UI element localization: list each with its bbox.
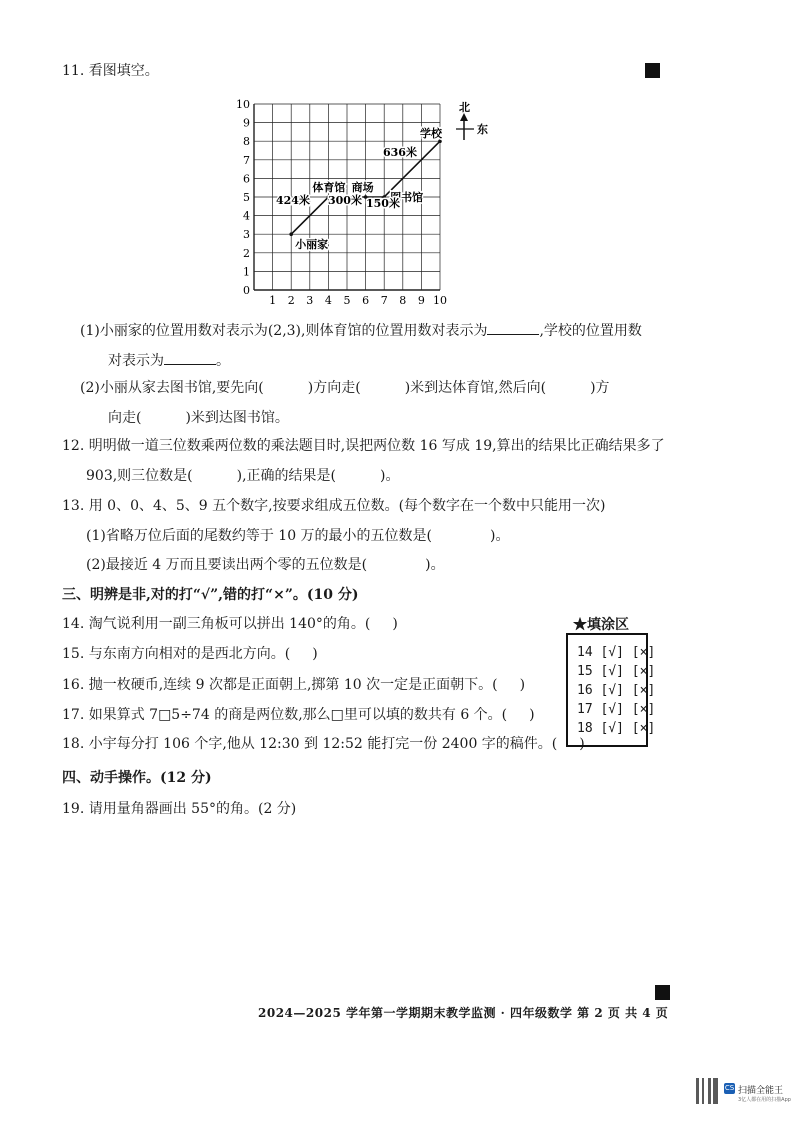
section-3-heading: 三、明辨是非,对的打“√”,错的打“×”。(10 分) [62, 587, 359, 603]
compass-icon [456, 101, 488, 140]
question-11-part2-line1: (2)小丽从家去图书馆,要先向( )方向走( )米到达体育馆,然后向( )方 [80, 380, 610, 396]
question-11-part2-line2: 向走( )米到达图书馆。 [108, 410, 289, 426]
x-tick-label: 1 [269, 294, 277, 307]
x-tick-label: 3 [306, 294, 314, 307]
question-11-part1-line2: 对表示为 。 [108, 350, 230, 370]
compass-north: 北 [459, 101, 470, 114]
y-tick-label: 5 [243, 191, 250, 204]
y-tick-label: 10 [236, 98, 250, 111]
judge-item-14: 14. 淘气说利用一副三角板可以拼出 140°的角。( ) [62, 616, 398, 632]
page-footer: 2024—2025 学年第一学期期末教学监测 · 四年级数学 第 2 页 共 4 页 [258, 1006, 669, 1020]
location-label: 图书馆 [390, 191, 424, 204]
fill-area-title: ★填涂区 [573, 617, 629, 633]
location-label: 商场 [351, 181, 374, 194]
qr-code-icon [696, 1078, 718, 1104]
distance-label-636: 636米 [383, 146, 417, 159]
x-tick-label: 8 [399, 294, 407, 307]
location-points [289, 126, 443, 251]
y-axis-ticks [236, 98, 250, 297]
question-19: 19. 请用量角器画出 55°的角。(2 分) [62, 801, 297, 817]
location-label: 小丽家 [295, 238, 329, 252]
question-13-part1: (1)省略万位后面的尾数约等于 10 万的最小的五位数是( )。 [86, 528, 510, 544]
answer-blank-gym[interactable] [487, 320, 539, 335]
compass-east: 东 [477, 123, 488, 136]
fill-area-row-14[interactable]: 14 [√] [×] [577, 645, 656, 660]
distance-label-300: 300米 [328, 194, 362, 207]
location-dot [289, 232, 293, 236]
section-4-heading: 四、动手操作。(12 分) [62, 770, 212, 786]
fill-area-row-18[interactable]: 18 [√] [×] [577, 721, 656, 736]
judge-item-18: 18. 小宇每分打 106 个字,他从 12:30 到 12:52 能打完一份 2400 字的稿件。( ) [62, 736, 585, 752]
question-13-part2: (2)最接近 4 万而且要读出两个零的五位数是( )。 [86, 557, 445, 573]
y-tick-label: 3 [243, 228, 250, 242]
corner-marker-bottom [655, 985, 670, 1000]
question-11-part1-line1: (1)小丽家的位置用数对表示为(2,3),则体育馆的位置用数对表示为 ,学校的位置用数 [80, 320, 642, 340]
fill-area-row-17[interactable]: 17 [√] [×] [577, 702, 656, 717]
y-tick-label: 8 [243, 135, 250, 149]
scanner-name: 扫描全能王 [738, 1086, 784, 1096]
y-tick-label: 4 [243, 209, 250, 223]
distance-label-424: 424米 [276, 194, 310, 207]
judge-item-17: 17. 如果算式 7□5÷74 的商是两位数,那么□里可以填的数共有 6 个。( ) [62, 707, 535, 723]
y-tick-label: 1 [243, 265, 250, 279]
scanner-logo-icon: CS [724, 1084, 735, 1092]
x-tick-label: 5 [343, 294, 351, 307]
question-12-line1: 12. 明明做一道三位数乘两位数的乘法题目时,误把两位数 16 写成 19,算出的结果比正确结果多了 [62, 438, 665, 454]
x-tick-label: 10 [433, 294, 447, 307]
location-label: 体育馆 [312, 181, 346, 194]
fill-area-row-15[interactable]: 15 [√] [×] [577, 664, 656, 679]
y-tick-label: 6 [243, 172, 250, 186]
x-tick-label: 9 [417, 294, 425, 307]
distance-label-150: 150米 [366, 197, 400, 210]
y-tick-label: 9 [243, 116, 250, 130]
scanner-slogan: 3亿人都在用的扫描App [738, 1097, 791, 1103]
question-12-line2: 903,则三位数是( ),正确的结果是( )。 [86, 468, 400, 484]
judge-item-16: 16. 抛一枚硬币,连续 9 次都是正面朝上,掷第 10 次一定是正面朝下。( ) [62, 677, 526, 693]
y-tick-label: 0 [243, 284, 250, 297]
answer-blank-school[interactable] [164, 350, 216, 365]
question-11-title: 11. 看图填空。 [62, 63, 159, 79]
x-tick-label: 4 [324, 294, 332, 307]
x-axis-ticks [269, 294, 447, 307]
x-tick-label: 6 [362, 294, 370, 307]
question-13-title: 13. 用 0、0、4、5、9 五个数字,按要求组成五位数。(每个数字在一个数中只能用一次) [62, 498, 606, 514]
x-tick-label: 7 [380, 294, 388, 307]
x-tick-label: 2 [287, 294, 295, 307]
judge-item-15: 15. 与东南方向相对的是西北方向。( ) [62, 646, 318, 662]
coordinate-grid [228, 80, 498, 310]
y-tick-label: 2 [243, 246, 250, 260]
location-label: 学校 [420, 127, 442, 141]
fill-area-row-16[interactable]: 16 [√] [×] [577, 683, 656, 698]
y-tick-label: 7 [243, 153, 250, 167]
corner-marker-top [645, 63, 660, 78]
